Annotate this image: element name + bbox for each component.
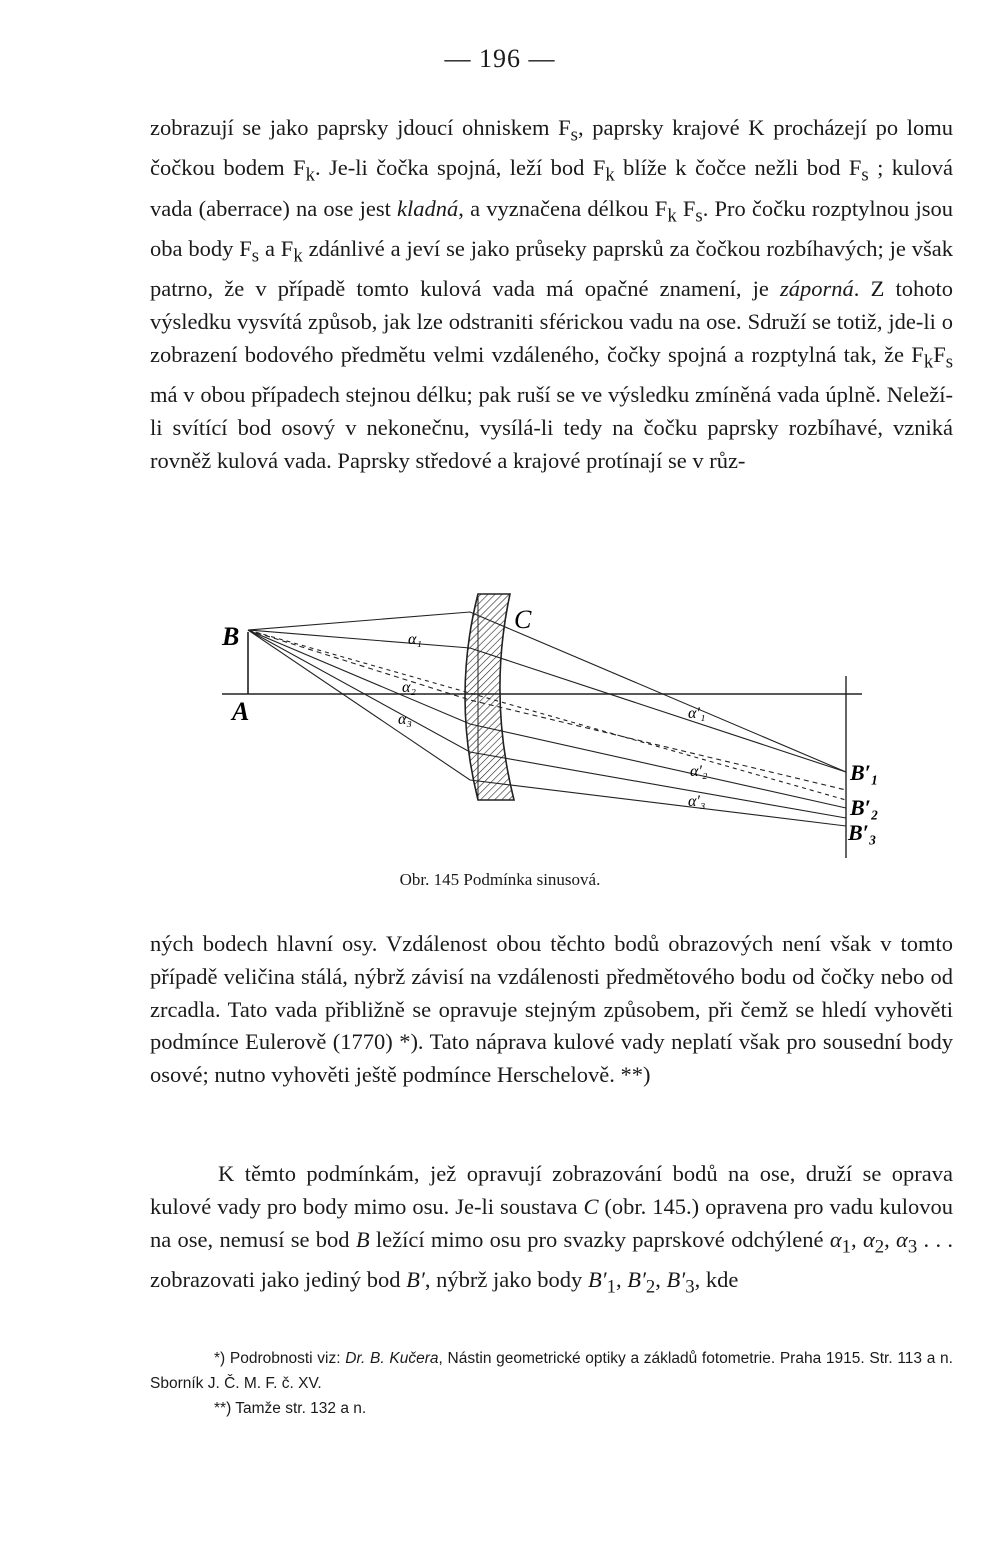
paragraph-2: ných bodech hlavní osy. Vzdálenost obou těchto bodů obrazových není však v tomto případě veličina stálá, nýbrž závisí na vzdálenosti předmětového bodu od čočky nebo od zrcadla. Tato vada přibližně se opravuje stejným způsobem, při čemž se hledí vyhověti podmínce Eulerově (1770) *). Tato náprava kulové vady neplatí však pro sousední body osové; nutno vyhověti ještě podmínce Herschelově. **) [150, 931, 953, 1088]
page-number: — 196 — [444, 44, 556, 73]
ray-mid [248, 630, 846, 808]
label-alpha2-prime: α′₂ [690, 763, 708, 780]
label-A: A [232, 697, 250, 726]
footnote-2: **) Tamže str. 132 a n. [214, 1400, 367, 1417]
label-B3-prime: B′₃ [848, 820, 877, 845]
figure-caption: Obr. 145 Podmínka sinusová. [399, 870, 601, 889]
label-alpha3-prime: α′₃ [688, 793, 706, 810]
label-C: C [514, 605, 532, 634]
label-B: B [222, 622, 240, 651]
ray-alpha1 [248, 630, 846, 772]
paragraph-1: zobrazují se jako paprsky jdoucí ohniskem $F_s$, paprsky krajové K procházejí po lomu čočkou bodem $F_k$. Je-li čočka spojná, leží bod $F_k$ blíže k čočce nežli bod $F_s$ ; kulová vada (aberrace) na ose jest kladná, a vyznačena délkou $F_k$ $F_s$. Pro čočku rozptylnou jsou oba body $F_s$ a $F_k$ zdánlivé a jeví se jako průseky paprsků za čočkou rozbíhavých; je však patrno, že v případě tomto kulová vada má opačné znamení, je záporná. Z tohoto výsledku vysvítá způsob, jak lze odstraniti sférickou vadu na ose. Sdruží se totiž, jde-li o zobrazení bodového předmětu velmi vzdáleného, čočky spojná a rozptylná tak, že $F_kF_s$ má v obou případech stejnou délku; pak ruší se ve výsledku zmíněná vada úplně. Neleží-li svítící bod osový v nekonečnu, vysílá-li tedy na čočku paprsky rozbíhavé, vzniká rovněž kulová vada. Paprsky středové a krajové protínají se v růz- [150, 115, 954, 473]
sine-condition-diagram [0, 560, 1000, 860]
label-alpha1-prime: α′₁ [688, 705, 706, 722]
lens [465, 594, 514, 800]
footnote-1: *) Podrobnosti viz: Dr. B. Kučera, Nástin geometrické optiky a základů fotometrie. Praha 1915. Str. 113 a n. Sborník J. Č. M. F. č. XV. [150, 1350, 953, 1392]
label-alpha1: α₁ [408, 631, 422, 648]
label-B1-prime: B′₁ [850, 760, 879, 785]
label-B2-prime: B′₂ [850, 795, 879, 820]
paragraph-3: K těmto podmínkám, jež opravují zobrazování bodů na ose, druží se oprava kulové vady pro body mimo osu. Je-li soustava C (obr. 145.) opravena pro vadu kulovou na ose, nemusí se bod B ležící mimo osu pro svazky paprskové odchýlené $\alpha_1$, $\alpha_2$, $\alpha_3$ . . . zobrazovati jako jediný bod B′, nýbrž jako body $B'_1$, $B'_2$, $B'_3$, kde [150, 1161, 954, 1298]
label-alpha2: α₂ [402, 679, 416, 696]
ray-lower [248, 630, 846, 826]
ray-upper [248, 612, 846, 772]
label-alpha3: α₃ [398, 711, 412, 728]
footnotes [150, 1346, 953, 1421]
ray-chief [248, 630, 846, 800]
